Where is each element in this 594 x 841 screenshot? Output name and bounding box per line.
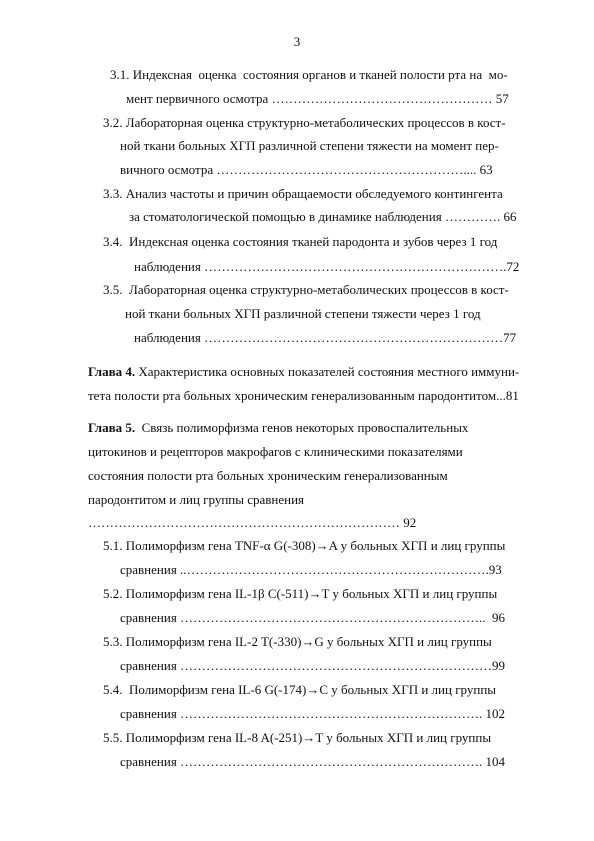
toc-5-5-line-2: сравнения ……………………………………………………………. 104: [120, 754, 506, 769]
toc-5-3-line-1: 5.3. Полиморфизм гена IL-2 T(-330)→G у больных ХГП и лиц группы: [103, 634, 492, 649]
toc-3-2-line-3: вичного осмотра ………………………………………………….... 63: [120, 162, 493, 177]
toc-5-4-line-2: сравнения ……………………………………………………………. 102: [120, 706, 506, 721]
toc-ch5-line-2: цитокинов и рецепторов макрофагов с клиническими показателями: [88, 444, 463, 459]
toc-3-3-line-2: за стоматологической помощью в динамике наблюдения …………. 66: [129, 209, 517, 224]
toc-3-1-line-2: мент первичного осмотра …………………………………………… 57: [126, 91, 509, 106]
toc-ch5-line-3: состояния полости рта больных хроническим генерализованным: [88, 468, 448, 483]
chapter-4-title-part-1: Характеристика основных показателей состояния местного иммуни-: [135, 364, 520, 379]
toc-3-5-line-2: ной ткани больных ХГП различной степени тяжести через 1 год: [125, 306, 481, 321]
toc-3-5-line-3: наблюдения ……………………………………………………………77: [134, 330, 517, 345]
toc-ch4-line-1: [88, 364, 519, 379]
toc-3-4-line-2: наблюдения …………………………………………………………….72: [134, 259, 520, 274]
toc-3-4-line-1: 3.4. Индексная оценка состояния тканей пародонта и зубов через 1 год: [103, 234, 498, 249]
toc-5-4-line-1: 5.4. Полиморфизм гена IL-6 G(-174)→C у больных ХГП и лиц группы: [103, 682, 497, 697]
toc-5-1-line-2: сравнения ..…………………………………………………………….93: [120, 562, 502, 577]
toc-3-3-line-1: 3.3. Анализ частоты и причин обращаемости обследуемого контингента: [103, 186, 503, 201]
toc-5-2-line-1: 5.2. Полиморфизм гена IL-1β C(-511)→T у больных ХГП и лиц группы: [103, 586, 498, 601]
chapter-4-label: Глава 4.: [88, 364, 136, 379]
toc-5-5-line-1: 5.5. Полиморфизм гена IL-8 A(-251)→T у больных ХГП и лиц группы: [103, 730, 492, 745]
toc-5-3-line-2: сравнения ………………………………………………………………99: [120, 658, 506, 673]
toc-3-5-line-1: 3.5. Лабораторная оценка структурно-метаболических процессов в кост-: [103, 282, 509, 297]
toc-5-2-line-2: сравнения …………………………………………………………….. 96: [120, 610, 506, 625]
toc-3-1-line-1: 3.1. Индексная оценка состояния органов и тканей полости рта на мо-: [110, 67, 508, 82]
page-number: 3: [293, 34, 301, 49]
toc-5-1-line-1: 5.1. Полиморфизм гена TNF-α G(-308)→A у больных ХГП и лиц группы: [103, 538, 506, 553]
chapter-5-title-part-1: Связь полиморфизма генов некоторых провоспалительных: [135, 420, 469, 435]
toc-ch5-line-1: [88, 420, 468, 435]
toc-ch4-line-2: тета полости рта больных хроническим генерализованным пародонтитом...81: [88, 388, 519, 403]
toc-ch5-line-5: ……………………………………………………………… 92: [88, 515, 417, 530]
toc-3-2-line-1: 3.2. Лабораторная оценка структурно-метаболических процессов в кост-: [103, 115, 506, 130]
toc-ch5-line-4: пародонтитом и лиц группы сравнения: [88, 492, 305, 507]
chapter-5-label: Глава 5.: [88, 420, 136, 435]
toc-3-2-line-2: ной ткани больных ХГП различной степени тяжести на момент пер-: [120, 138, 499, 153]
